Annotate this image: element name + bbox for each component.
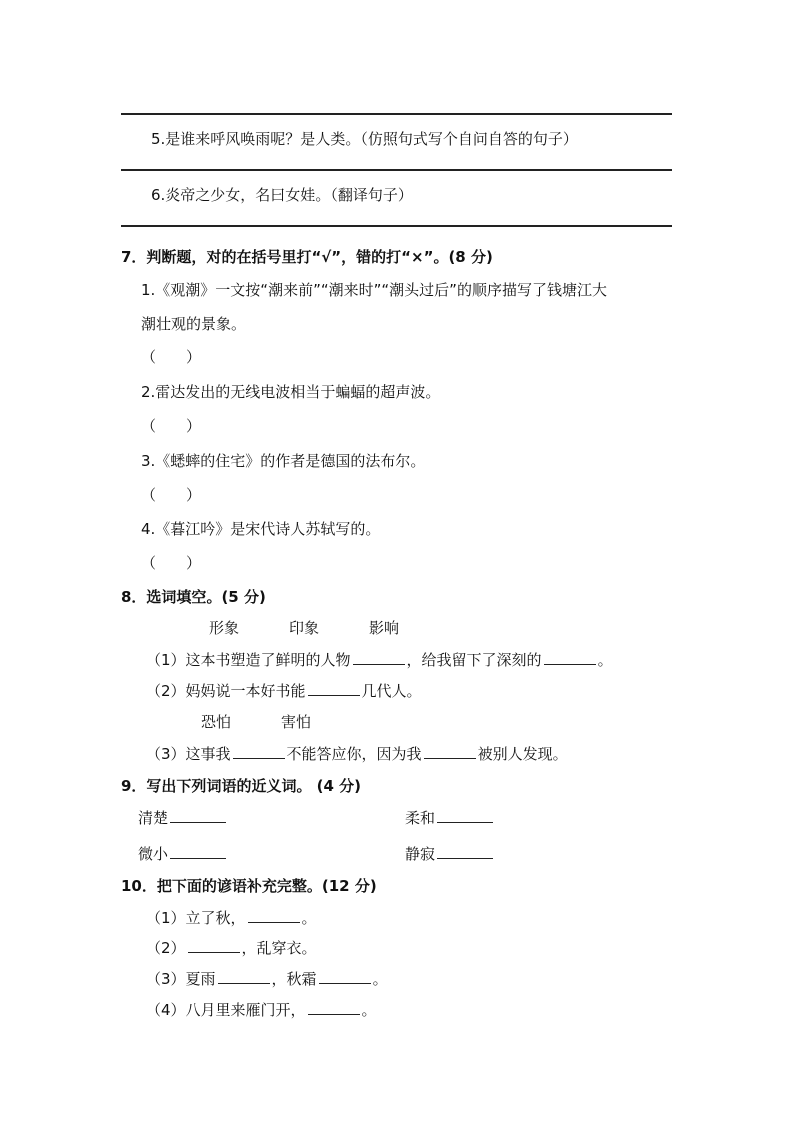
q10-l4-blank[interactable] [308,1000,360,1015]
q10-l3-blank-2[interactable] [319,969,371,984]
question-5: 5.是谁来呼风唤雨呢？是人类。（仿照句式写个自问自答的句子） [151,130,578,148]
q10-line-3 [146,968,388,989]
q8-s3-blank-1[interactable] [233,744,285,759]
q9-word-label: 微小 [138,845,169,863]
q8-word-option: 恐怕 [201,713,232,731]
q10-l2-part-a: （2） [146,939,186,957]
q8-sentence-2 [146,680,422,701]
q10-l2-part-b: ，乱穿衣。 [241,939,317,957]
q9-word-label: 静寂 [405,845,436,863]
q8-sentence-3 [146,743,568,764]
q8-s1-part-a: （1）这本书塑造了鲜明的人物 [146,651,351,669]
q8-s2-part-b: 几代人。 [361,682,422,700]
q8-s3-part-c: 被别人发现。 [477,745,568,763]
q8-s3-blank-2[interactable] [424,744,476,759]
q8-s2-part-a: （2）妈妈说一本好书能 [146,682,306,700]
q8-word-option: 影响 [369,619,400,637]
q8-s2-blank[interactable] [308,681,360,696]
q7-item-2: 2.雷达发出的无线电波相当于蝙蝠的超声波。 [141,383,441,401]
question-6: 6.炎帝之少女，名曰女娃。（翻译句子） [151,186,413,204]
q10-l4-part-b: 。 [361,1001,377,1019]
q7-item-1-line-2: 潮壮观的景象。 [141,315,247,333]
question-10-title: 10．把下面的谚语补充完整。(12 分) [121,877,377,895]
q8-word-option: 形象 [209,619,240,637]
q9-word-label: 柔和 [405,809,436,827]
q9-blank-2[interactable] [437,808,493,823]
q9-blank-3[interactable] [170,844,226,859]
question-8-title: 8．选词填空。(5 分) [121,588,266,606]
q7-item-3-answer-paren[interactable]: （ ） [141,486,202,504]
answer-line-3 [121,225,672,227]
answer-line-1 [121,113,672,115]
q9-word-1 [138,807,228,828]
q9-word-2 [405,807,495,828]
q8-s1-part-c: 。 [597,651,613,669]
question-7-title: 7．判断题，对的在括号里打“√”，错的打“×”。(8 分) [121,248,493,266]
q10-l1-blank[interactable] [248,908,300,923]
answer-line-2 [121,169,672,171]
q9-blank-1[interactable] [170,808,226,823]
q7-item-1-line-1: 1.《观潮》一文按“潮来前”“潮来时”“潮头过后”的顺序描写了钱塘江大 [141,281,607,299]
q9-blank-4[interactable] [437,844,493,859]
q8-s1-part-b: ，给我留下了深刻的 [406,651,542,669]
q7-item-4: 4.《暮江吟》是宋代诗人苏轼写的。 [141,520,381,538]
q10-l4-part-a: （4）八月里来雁门开， [146,1001,306,1019]
q10-l1-part-b: 。 [301,909,317,927]
q8-sentence-1 [146,649,613,670]
q8-s1-blank-1[interactable] [353,650,405,665]
q7-item-2-answer-paren[interactable]: （ ） [141,417,202,435]
q8-s3-part-b: 不能答应你，因为我 [286,745,422,763]
q10-l1-part-a: （1）立了秋， [146,909,246,927]
q9-word-4 [405,843,495,864]
q9-word-3 [138,843,228,864]
q10-l3-part-b: ，秋霜 [271,970,317,988]
q10-line-2 [146,937,317,958]
q7-item-3: 3.《蟋蟀的住宅》的作者是德国的法布尔。 [141,452,426,470]
q10-l3-blank-1[interactable] [218,969,270,984]
q10-l3-part-a: （3）夏雨 [146,970,216,988]
q10-l3-part-c: 。 [372,970,388,988]
q7-item-1-answer-paren[interactable]: （ ） [141,348,202,366]
q10-line-1 [146,907,317,928]
q10-l2-blank[interactable] [188,938,240,953]
q8-word-option: 害怕 [281,713,312,731]
q8-s1-blank-2[interactable] [544,650,596,665]
q8-word-option: 印象 [289,619,320,637]
q8-s3-part-a: （3）这事我 [146,745,231,763]
q7-item-4-answer-paren[interactable]: （ ） [141,554,202,572]
q10-line-4 [146,999,377,1020]
q9-word-label: 清楚 [138,809,169,827]
question-9-title: 9．写出下列词语的近义词。 (4 分) [121,777,362,795]
